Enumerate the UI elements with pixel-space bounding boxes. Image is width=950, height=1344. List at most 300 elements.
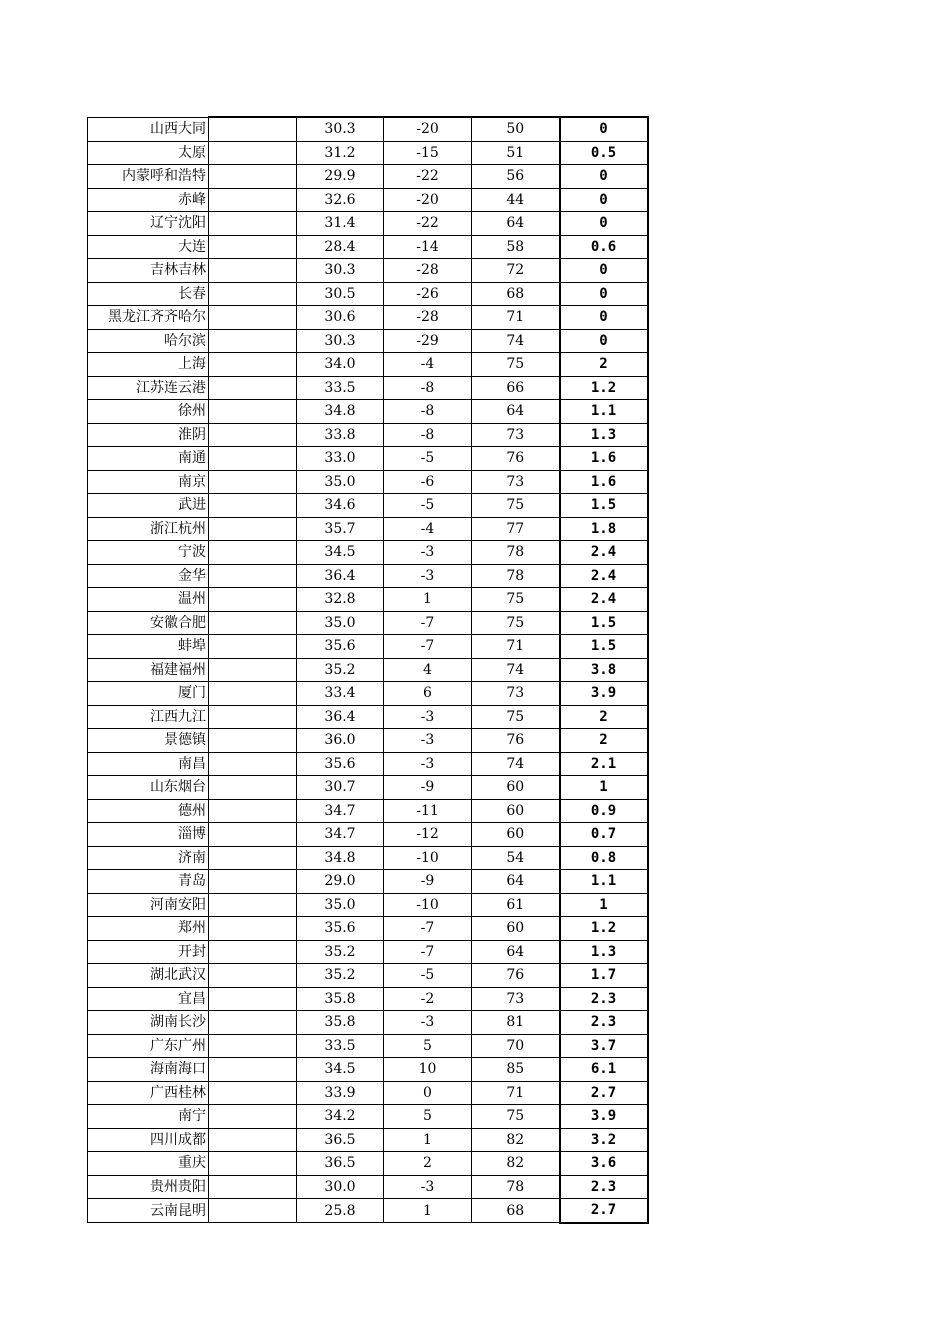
table-row — [88, 259, 648, 283]
city-cell: 吉林吉林 — [88, 259, 209, 283]
value-1-cell: 32.8 — [297, 588, 384, 612]
value-1-cell: 31.4 — [297, 212, 384, 236]
table-row — [88, 282, 648, 306]
table-row — [88, 752, 648, 776]
value-2-cell: 6 — [384, 682, 472, 706]
value-2-cell: -15 — [384, 141, 472, 165]
value-3-cell: 78 — [472, 564, 560, 588]
value-2-cell: 10 — [384, 1058, 472, 1082]
value-4-cell: 2.1 — [560, 752, 648, 776]
value-3-cell: 71 — [472, 635, 560, 659]
value-4-cell: 0 — [560, 306, 648, 330]
value-4-cell: 2.4 — [560, 588, 648, 612]
table-row — [88, 964, 648, 988]
empty-cell — [209, 658, 297, 682]
city-cell: 德州 — [88, 799, 209, 823]
value-1-cell: 35.2 — [297, 940, 384, 964]
value-2-cell: -20 — [384, 188, 472, 212]
table-row — [88, 376, 648, 400]
value-1-cell: 34.5 — [297, 541, 384, 565]
empty-cell — [209, 141, 297, 165]
value-3-cell: 73 — [472, 470, 560, 494]
value-2-cell: -5 — [384, 494, 472, 518]
value-2-cell: -3 — [384, 729, 472, 753]
value-2-cell: 1 — [384, 1199, 472, 1223]
value-3-cell: 54 — [472, 846, 560, 870]
city-cell: 山东烟台 — [88, 776, 209, 800]
value-3-cell: 77 — [472, 517, 560, 541]
value-4-cell: 3.9 — [560, 682, 648, 706]
city-cell: 浙江杭州 — [88, 517, 209, 541]
value-3-cell: 72 — [472, 259, 560, 283]
value-1-cell: 34.7 — [297, 799, 384, 823]
value-2-cell: -5 — [384, 964, 472, 988]
climate-data-sheet — [87, 116, 647, 1224]
value-2-cell: -7 — [384, 940, 472, 964]
city-cell: 青岛 — [88, 870, 209, 894]
value-1-cell: 36.4 — [297, 564, 384, 588]
table-row — [88, 729, 648, 753]
value-3-cell: 44 — [472, 188, 560, 212]
value-1-cell: 30.3 — [297, 117, 384, 141]
value-4-cell: 1.2 — [560, 376, 648, 400]
value-1-cell: 35.6 — [297, 752, 384, 776]
value-3-cell: 60 — [472, 776, 560, 800]
value-3-cell: 66 — [472, 376, 560, 400]
city-cell: 金华 — [88, 564, 209, 588]
city-cell: 武进 — [88, 494, 209, 518]
city-cell: 海南海口 — [88, 1058, 209, 1082]
value-1-cell: 33.9 — [297, 1081, 384, 1105]
table-row — [88, 658, 648, 682]
value-3-cell: 75 — [472, 353, 560, 377]
value-3-cell: 64 — [472, 400, 560, 424]
city-cell: 徐州 — [88, 400, 209, 424]
value-3-cell: 74 — [472, 329, 560, 353]
value-2-cell: -4 — [384, 353, 472, 377]
value-3-cell: 75 — [472, 494, 560, 518]
empty-cell — [209, 423, 297, 447]
table-row — [88, 541, 648, 565]
value-3-cell: 64 — [472, 212, 560, 236]
value-2-cell: 0 — [384, 1081, 472, 1105]
value-2-cell: -7 — [384, 917, 472, 941]
value-4-cell: 0 — [560, 165, 648, 189]
value-2-cell: -8 — [384, 423, 472, 447]
value-1-cell: 34.5 — [297, 1058, 384, 1082]
value-3-cell: 60 — [472, 917, 560, 941]
value-3-cell: 75 — [472, 1105, 560, 1129]
empty-cell — [209, 635, 297, 659]
empty-cell — [209, 776, 297, 800]
value-1-cell: 30.7 — [297, 776, 384, 800]
value-2-cell: -10 — [384, 893, 472, 917]
value-1-cell: 35.7 — [297, 517, 384, 541]
value-2-cell: -3 — [384, 564, 472, 588]
city-cell: 开封 — [88, 940, 209, 964]
empty-cell — [209, 282, 297, 306]
value-3-cell: 78 — [472, 541, 560, 565]
table-row — [88, 705, 648, 729]
value-3-cell: 64 — [472, 940, 560, 964]
value-4-cell: 0 — [560, 212, 648, 236]
value-1-cell: 34.7 — [297, 823, 384, 847]
city-cell: 哈尔滨 — [88, 329, 209, 353]
value-1-cell: 30.3 — [297, 329, 384, 353]
value-3-cell: 50 — [472, 117, 560, 141]
value-2-cell: -20 — [384, 117, 472, 141]
value-4-cell: 1.1 — [560, 400, 648, 424]
value-3-cell: 82 — [472, 1152, 560, 1176]
empty-cell — [209, 306, 297, 330]
value-3-cell: 76 — [472, 964, 560, 988]
value-2-cell: -28 — [384, 306, 472, 330]
city-cell: 南京 — [88, 470, 209, 494]
city-cell: 南宁 — [88, 1105, 209, 1129]
table-row — [88, 564, 648, 588]
value-1-cell: 25.8 — [297, 1199, 384, 1223]
empty-cell — [209, 447, 297, 471]
empty-cell — [209, 1081, 297, 1105]
value-3-cell: 51 — [472, 141, 560, 165]
value-4-cell: 2.3 — [560, 1011, 648, 1035]
empty-cell — [209, 212, 297, 236]
city-cell: 安徽合肥 — [88, 611, 209, 635]
value-1-cell: 34.2 — [297, 1105, 384, 1129]
empty-cell — [209, 353, 297, 377]
table-row — [88, 1175, 648, 1199]
city-cell: 湖北武汉 — [88, 964, 209, 988]
value-1-cell: 30.0 — [297, 1175, 384, 1199]
empty-cell — [209, 893, 297, 917]
value-4-cell: 2 — [560, 729, 648, 753]
city-cell: 大连 — [88, 235, 209, 259]
table-row — [88, 940, 648, 964]
value-2-cell: -26 — [384, 282, 472, 306]
city-cell: 四川成都 — [88, 1128, 209, 1152]
table-row — [88, 353, 648, 377]
city-cell: 淄博 — [88, 823, 209, 847]
table-row — [88, 165, 648, 189]
empty-cell — [209, 1105, 297, 1129]
empty-cell — [209, 940, 297, 964]
value-2-cell: -4 — [384, 517, 472, 541]
table-row — [88, 470, 648, 494]
table-row — [88, 1058, 648, 1082]
value-3-cell: 81 — [472, 1011, 560, 1035]
value-3-cell: 75 — [472, 588, 560, 612]
value-1-cell: 32.6 — [297, 188, 384, 212]
empty-cell — [209, 729, 297, 753]
empty-cell — [209, 987, 297, 1011]
value-2-cell: -3 — [384, 752, 472, 776]
value-2-cell: -7 — [384, 635, 472, 659]
value-1-cell: 35.8 — [297, 987, 384, 1011]
table-row — [88, 447, 648, 471]
value-2-cell: -11 — [384, 799, 472, 823]
table-row — [88, 1105, 648, 1129]
value-1-cell: 35.2 — [297, 964, 384, 988]
empty-cell — [209, 1034, 297, 1058]
value-2-cell: 5 — [384, 1105, 472, 1129]
value-4-cell: 1.6 — [560, 470, 648, 494]
value-4-cell: 3.7 — [560, 1034, 648, 1058]
value-4-cell: 0.6 — [560, 235, 648, 259]
city-cell: 江苏连云港 — [88, 376, 209, 400]
value-4-cell: 3.9 — [560, 1105, 648, 1129]
city-cell: 蚌埠 — [88, 635, 209, 659]
value-4-cell: 1.2 — [560, 917, 648, 941]
value-2-cell: -3 — [384, 541, 472, 565]
value-2-cell: 1 — [384, 1128, 472, 1152]
value-3-cell: 68 — [472, 1199, 560, 1223]
value-3-cell: 64 — [472, 870, 560, 894]
table-row — [88, 1034, 648, 1058]
table-row — [88, 1199, 648, 1223]
city-cell: 郑州 — [88, 917, 209, 941]
city-cell: 河南安阳 — [88, 893, 209, 917]
value-4-cell: 2.4 — [560, 541, 648, 565]
empty-cell — [209, 964, 297, 988]
value-4-cell: 2 — [560, 353, 648, 377]
value-2-cell: -22 — [384, 165, 472, 189]
empty-cell — [209, 846, 297, 870]
value-1-cell: 33.0 — [297, 447, 384, 471]
value-1-cell: 28.4 — [297, 235, 384, 259]
table-row — [88, 846, 648, 870]
value-1-cell: 35.0 — [297, 611, 384, 635]
empty-cell — [209, 917, 297, 941]
city-cell: 湖南长沙 — [88, 1011, 209, 1035]
table-row — [88, 423, 648, 447]
empty-cell — [209, 752, 297, 776]
value-4-cell: 0 — [560, 329, 648, 353]
empty-cell — [209, 400, 297, 424]
value-1-cell: 35.8 — [297, 1011, 384, 1035]
empty-cell — [209, 588, 297, 612]
empty-cell — [209, 1128, 297, 1152]
table-row — [88, 870, 648, 894]
empty-cell — [209, 799, 297, 823]
empty-cell — [209, 235, 297, 259]
value-4-cell: 0.8 — [560, 846, 648, 870]
value-1-cell: 34.8 — [297, 846, 384, 870]
empty-cell — [209, 823, 297, 847]
empty-cell — [209, 611, 297, 635]
value-3-cell: 61 — [472, 893, 560, 917]
city-cell: 福建福州 — [88, 658, 209, 682]
value-2-cell: -8 — [384, 400, 472, 424]
table-row — [88, 117, 648, 141]
city-cell: 内蒙呼和浩特 — [88, 165, 209, 189]
value-3-cell: 56 — [472, 165, 560, 189]
table-row — [88, 188, 648, 212]
value-4-cell: 2.7 — [560, 1199, 648, 1223]
value-2-cell: -3 — [384, 1011, 472, 1035]
value-1-cell: 30.6 — [297, 306, 384, 330]
value-3-cell: 70 — [472, 1034, 560, 1058]
table-body — [88, 117, 648, 1223]
value-4-cell: 1.3 — [560, 940, 648, 964]
value-4-cell: 0.7 — [560, 823, 648, 847]
value-1-cell: 33.4 — [297, 682, 384, 706]
value-1-cell: 31.2 — [297, 141, 384, 165]
value-4-cell: 0.9 — [560, 799, 648, 823]
value-4-cell: 0.5 — [560, 141, 648, 165]
empty-cell — [209, 564, 297, 588]
value-3-cell: 76 — [472, 729, 560, 753]
empty-cell — [209, 1058, 297, 1082]
value-4-cell: 0 — [560, 282, 648, 306]
table-row — [88, 635, 648, 659]
empty-cell — [209, 470, 297, 494]
value-3-cell: 82 — [472, 1128, 560, 1152]
value-2-cell: -9 — [384, 776, 472, 800]
value-4-cell: 1 — [560, 893, 648, 917]
empty-cell — [209, 1011, 297, 1035]
climate-table — [87, 116, 649, 1224]
value-4-cell: 3.8 — [560, 658, 648, 682]
value-3-cell: 58 — [472, 235, 560, 259]
value-1-cell: 36.0 — [297, 729, 384, 753]
table-row — [88, 987, 648, 1011]
value-4-cell: 1.7 — [560, 964, 648, 988]
city-cell: 温州 — [88, 588, 209, 612]
value-2-cell: 2 — [384, 1152, 472, 1176]
value-2-cell: -9 — [384, 870, 472, 894]
empty-cell — [209, 705, 297, 729]
value-2-cell: -5 — [384, 447, 472, 471]
empty-cell — [209, 1175, 297, 1199]
value-3-cell: 75 — [472, 705, 560, 729]
value-2-cell: -28 — [384, 259, 472, 283]
city-cell: 重庆 — [88, 1152, 209, 1176]
value-3-cell: 73 — [472, 423, 560, 447]
table-row — [88, 400, 648, 424]
empty-cell — [209, 541, 297, 565]
value-2-cell: -29 — [384, 329, 472, 353]
table-row — [88, 235, 648, 259]
value-2-cell: 1 — [384, 588, 472, 612]
value-4-cell: 2 — [560, 705, 648, 729]
value-2-cell: -12 — [384, 823, 472, 847]
value-1-cell: 35.0 — [297, 893, 384, 917]
value-2-cell: -2 — [384, 987, 472, 1011]
empty-cell — [209, 259, 297, 283]
value-4-cell: 3.6 — [560, 1152, 648, 1176]
table-row — [88, 329, 648, 353]
value-1-cell: 29.0 — [297, 870, 384, 894]
value-3-cell: 75 — [472, 611, 560, 635]
value-4-cell: 6.1 — [560, 1058, 648, 1082]
table-row — [88, 823, 648, 847]
city-cell: 辽宁沈阳 — [88, 212, 209, 236]
value-2-cell: 5 — [384, 1034, 472, 1058]
value-4-cell: 1.5 — [560, 611, 648, 635]
value-4-cell: 1.5 — [560, 494, 648, 518]
city-cell: 济南 — [88, 846, 209, 870]
city-cell: 宁波 — [88, 541, 209, 565]
city-cell: 上海 — [88, 353, 209, 377]
value-1-cell: 34.6 — [297, 494, 384, 518]
value-4-cell: 0 — [560, 259, 648, 283]
city-cell: 南昌 — [88, 752, 209, 776]
city-cell: 黑龙江齐齐哈尔 — [88, 306, 209, 330]
city-cell: 宜昌 — [88, 987, 209, 1011]
table-row — [88, 1152, 648, 1176]
value-3-cell: 73 — [472, 682, 560, 706]
value-2-cell: -7 — [384, 611, 472, 635]
value-3-cell: 74 — [472, 752, 560, 776]
empty-cell — [209, 682, 297, 706]
value-1-cell: 35.6 — [297, 635, 384, 659]
value-1-cell: 34.0 — [297, 353, 384, 377]
table-row — [88, 611, 648, 635]
empty-cell — [209, 1152, 297, 1176]
value-3-cell: 71 — [472, 306, 560, 330]
empty-cell — [209, 329, 297, 353]
value-3-cell: 71 — [472, 1081, 560, 1105]
value-1-cell: 36.5 — [297, 1152, 384, 1176]
value-2-cell: -22 — [384, 212, 472, 236]
value-1-cell: 34.8 — [297, 400, 384, 424]
table-row — [88, 141, 648, 165]
city-cell: 赤峰 — [88, 188, 209, 212]
table-row — [88, 588, 648, 612]
table-row — [88, 1011, 648, 1035]
value-4-cell: 1.5 — [560, 635, 648, 659]
city-cell: 广东广州 — [88, 1034, 209, 1058]
value-2-cell: -10 — [384, 846, 472, 870]
value-3-cell: 60 — [472, 823, 560, 847]
city-cell: 山西大同 — [88, 117, 209, 141]
empty-cell — [209, 165, 297, 189]
table-row — [88, 306, 648, 330]
empty-cell — [209, 1199, 297, 1223]
empty-cell — [209, 376, 297, 400]
table-row — [88, 1128, 648, 1152]
value-2-cell: -3 — [384, 1175, 472, 1199]
value-4-cell: 1 — [560, 776, 648, 800]
city-cell: 太原 — [88, 141, 209, 165]
value-1-cell: 30.3 — [297, 259, 384, 283]
value-1-cell: 33.5 — [297, 376, 384, 400]
table-row — [88, 776, 648, 800]
value-4-cell: 2.3 — [560, 1175, 648, 1199]
value-1-cell: 30.5 — [297, 282, 384, 306]
value-4-cell: 1.1 — [560, 870, 648, 894]
table-row — [88, 494, 648, 518]
value-2-cell: -3 — [384, 705, 472, 729]
value-4-cell: 1.3 — [560, 423, 648, 447]
value-3-cell: 74 — [472, 658, 560, 682]
table-row — [88, 799, 648, 823]
city-cell: 厦门 — [88, 682, 209, 706]
value-2-cell: -6 — [384, 470, 472, 494]
value-4-cell: 2.3 — [560, 987, 648, 1011]
value-3-cell: 60 — [472, 799, 560, 823]
city-cell: 贵州贵阳 — [88, 1175, 209, 1199]
value-1-cell: 33.8 — [297, 423, 384, 447]
table-row — [88, 917, 648, 941]
table-row — [88, 212, 648, 236]
empty-cell — [209, 494, 297, 518]
table-row — [88, 893, 648, 917]
city-cell: 南通 — [88, 447, 209, 471]
value-1-cell: 35.6 — [297, 917, 384, 941]
value-3-cell: 73 — [472, 987, 560, 1011]
table-row — [88, 517, 648, 541]
